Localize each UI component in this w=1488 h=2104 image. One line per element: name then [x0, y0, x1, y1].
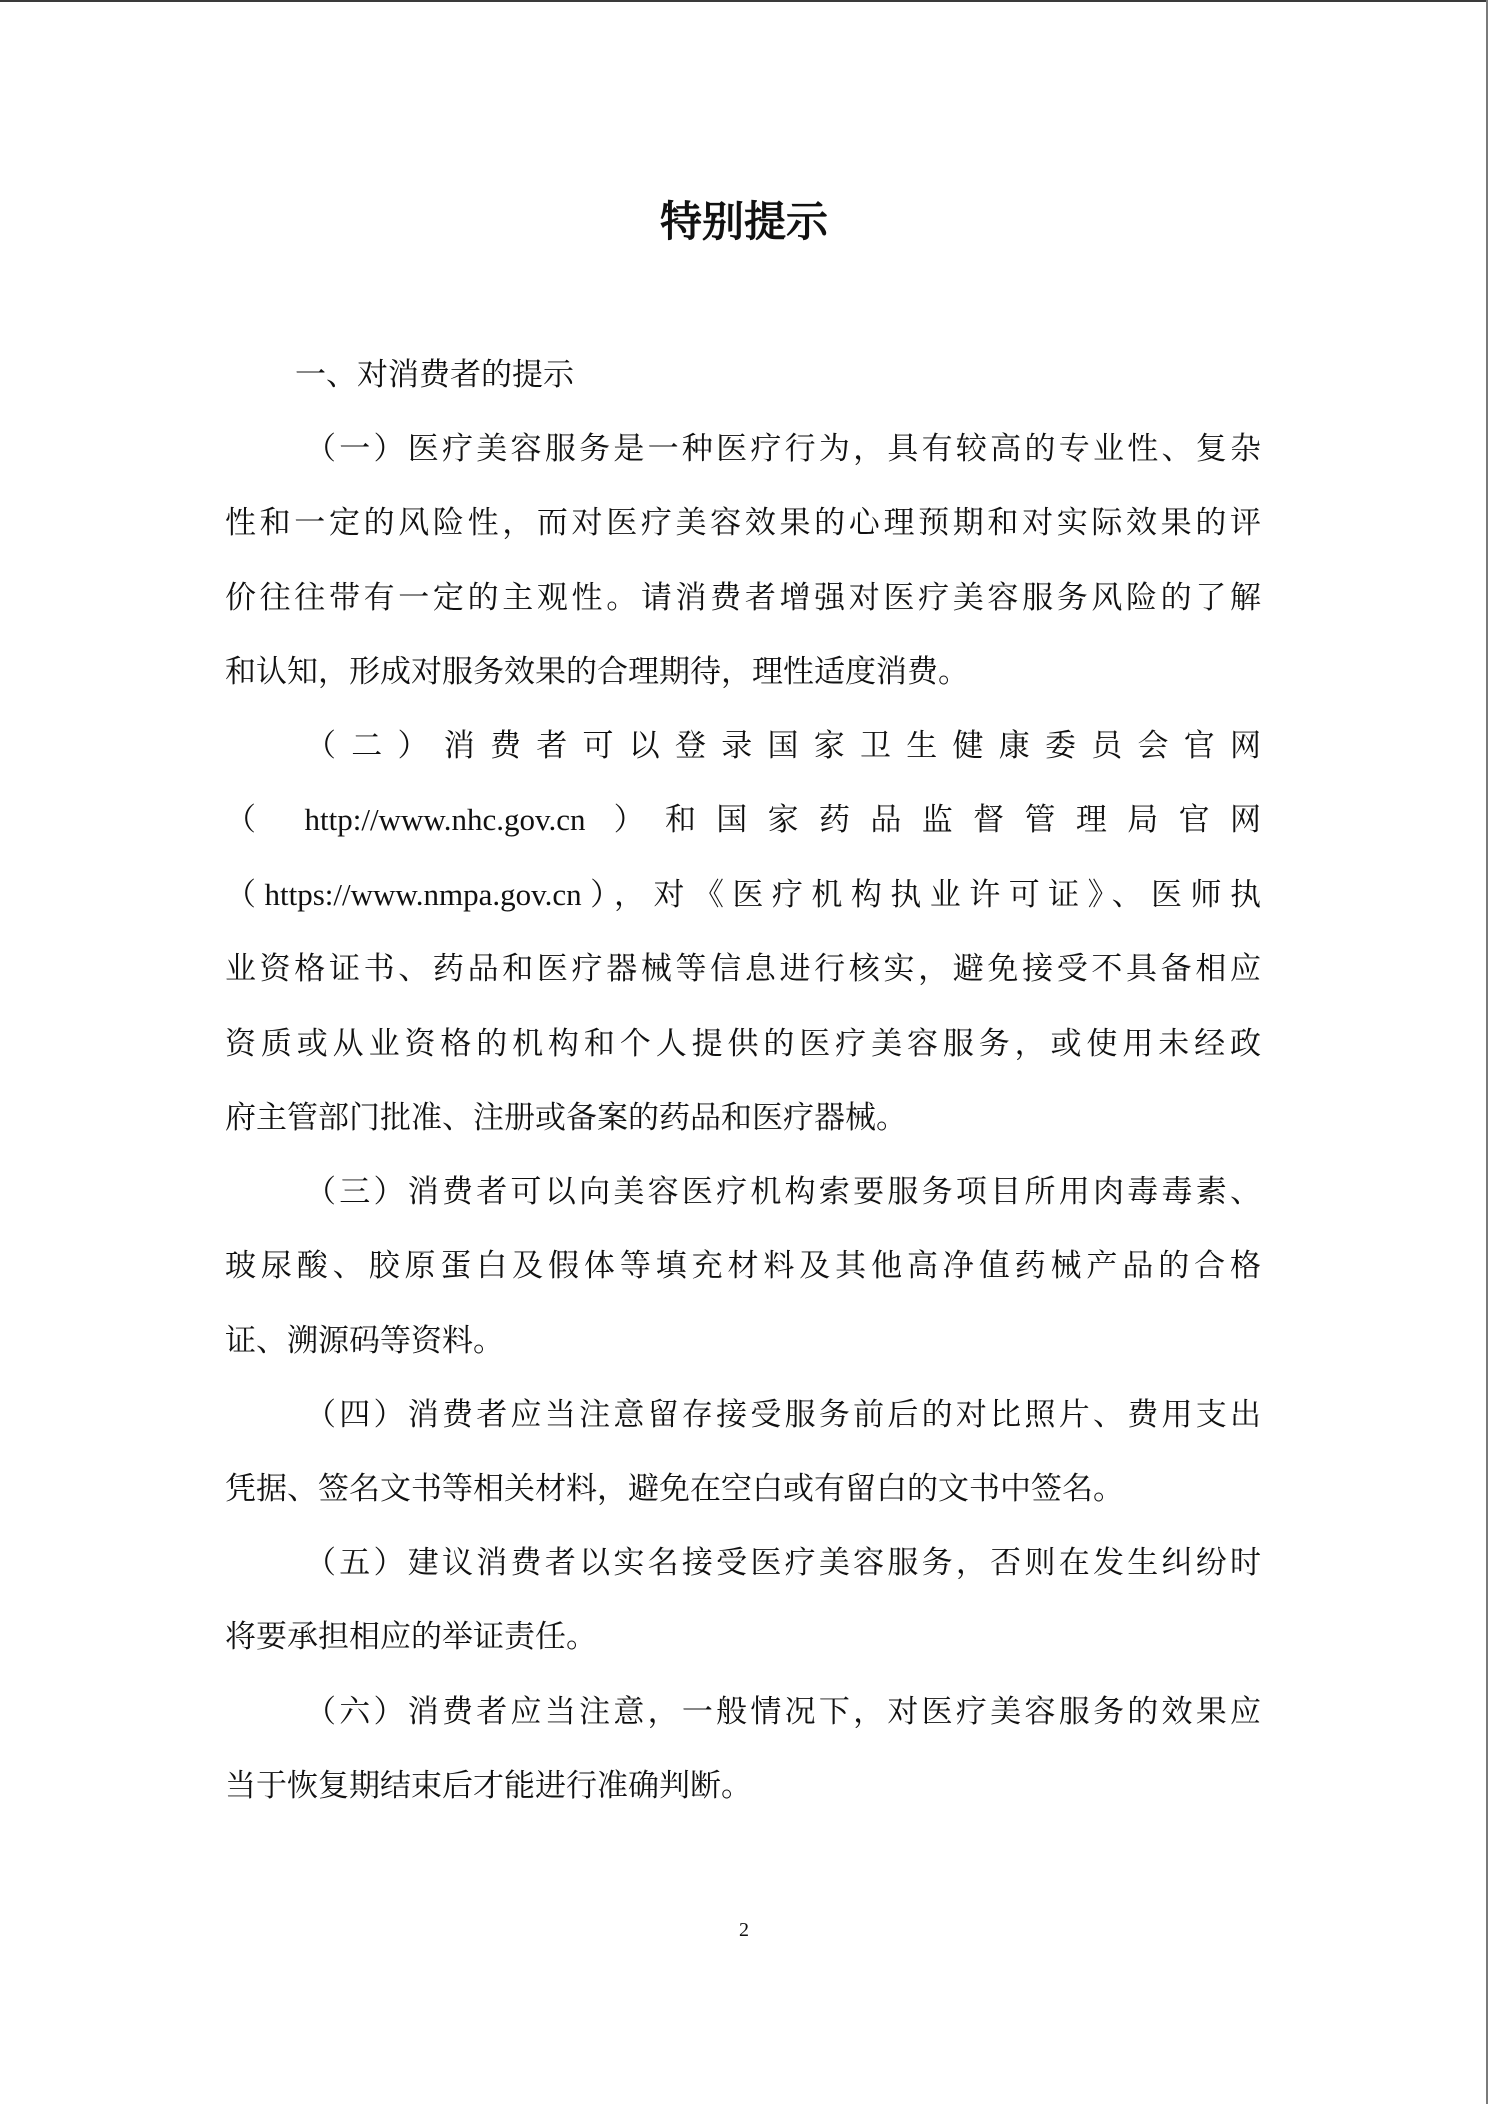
page-number: 2 — [739, 1919, 749, 1941]
nhc-url-line[interactable]: （ http://www.nhc.gov.cn ）和国家药品监督管理局官网 — [225, 802, 1261, 837]
paragraph-line: 性和一定的风险性，而对医疗美容效果的心理预期和对实际效果的评 — [225, 505, 1261, 541]
paragraph-line: 当于恢复期结束后才能进行准确判断。 — [225, 1768, 752, 1804]
paragraph-line: 府主管部门批准、注册或备案的药品和医疗器械。 — [225, 1100, 907, 1136]
paragraph-line: 和认知，形成对服务效果的合理期待，理性适度消费。 — [225, 654, 969, 690]
paragraph-line: 业资格证书、药品和医疗器械等信息进行核实，避免接受不具备相应 — [225, 951, 1261, 987]
paragraph-line: 将要承担相应的举证责任。 — [225, 1619, 597, 1655]
paragraph-line: 证、溯源码等资料。 — [225, 1323, 504, 1359]
paragraph-line: （二）消费者可以登录国家卫生健康委员会官网 — [305, 728, 1261, 764]
nmpa-url-line[interactable]: （https://www.nmpa.gov.cn），对《医疗机构执业许可证》、医师执 — [225, 877, 1261, 912]
paragraph-line: 凭据、签名文书等相关材料，避免在空白或有留白的文书中签名。 — [225, 1471, 1124, 1507]
document-title: 特别提示 — [659, 197, 828, 246]
paragraph-line: （三）消费者可以向美容医疗机构索要服务项目所用肉毒毒素、 — [305, 1174, 1261, 1210]
paragraph-line: （六）消费者应当注意，一般情况下，对医疗美容服务的效果应 — [305, 1694, 1261, 1730]
paragraph-line: 资质或从业资格的机构和个人提供的医疗美容服务，或使用未经政 — [225, 1026, 1261, 1062]
paragraph-line: （五）建议消费者以实名接受医疗美容服务，否则在发生纠纷时 — [305, 1545, 1261, 1581]
paragraph-line: （一）医疗美容服务是一种医疗行为，具有较高的专业性、复杂 — [305, 431, 1261, 467]
paragraph-line: 玻尿酸、胶原蛋白及假体等填充材料及其他高净值药械产品的合格 — [225, 1248, 1261, 1284]
paragraph-line: （四）消费者应当注意留存接受服务前后的对比照片、费用支出 — [305, 1397, 1261, 1433]
paragraph-line: 价往往带有一定的主观性。请消费者增强对医疗美容服务风险的了解 — [225, 580, 1261, 616]
section-heading: 一、对消费者的提示 — [295, 357, 574, 393]
